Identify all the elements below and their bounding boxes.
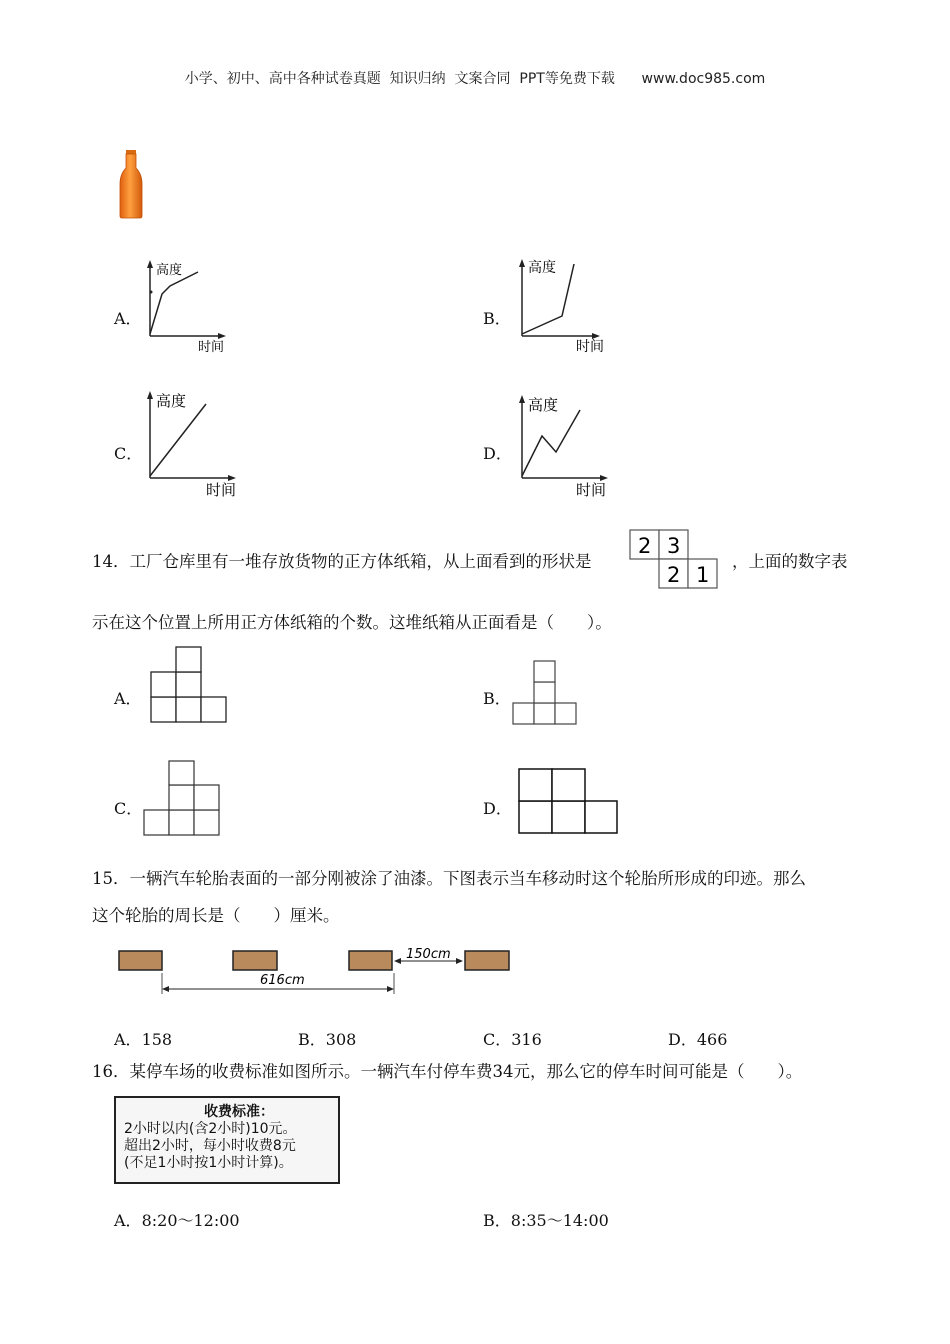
q16-option-b[interactable]: B．8:35～14:00 bbox=[483, 1211, 609, 1230]
q15-number: 15． bbox=[92, 869, 130, 888]
x-axis-label: 时间 bbox=[206, 481, 237, 499]
tire-mark bbox=[233, 951, 277, 970]
y-axis-label: 高度 bbox=[528, 260, 556, 276]
top-view-cell: 1 bbox=[696, 563, 710, 587]
q15-tire-marks-diagram bbox=[110, 938, 520, 998]
y-axis-label: 高度 bbox=[156, 392, 187, 410]
top-view-cell: 3 bbox=[667, 534, 681, 558]
x-axis-label: 时间 bbox=[198, 340, 225, 355]
q14-option-d-figure[interactable] bbox=[517, 767, 621, 837]
bottle-image bbox=[114, 148, 148, 220]
q13-option-d-label: D． bbox=[483, 444, 512, 463]
top-view-cell: 2 bbox=[667, 563, 681, 587]
q14-top-view bbox=[628, 528, 722, 590]
x-axis-label: 时间 bbox=[576, 339, 604, 355]
q15-option-b[interactable]: B．308 bbox=[298, 1030, 357, 1049]
q16-line1 bbox=[92, 1058, 802, 1086]
q14-line1-b: ，上面的数字表 bbox=[732, 552, 848, 571]
q15-text: 一辆汽车轮胎表面的一部分刚被涂了油漆。下图表示当车移动时这个轮胎所形成的印迹。那么 bbox=[129, 869, 806, 888]
q15-line2: 这个轮胎的周长是（ ）厘米。 bbox=[92, 906, 340, 925]
q16-number: 16． bbox=[92, 1062, 130, 1081]
q14-text-before: 工厂仓库里有一堆存放货物的正方体纸箱，从上面看到的形状是 bbox=[129, 552, 592, 571]
q14-number: 14． bbox=[92, 552, 130, 571]
fee-standard-box bbox=[114, 1096, 340, 1184]
q14-option-b-label: B． bbox=[483, 689, 511, 708]
top-view-cell: 2 bbox=[638, 534, 652, 558]
tire-mark bbox=[349, 951, 392, 970]
q15-line1 bbox=[92, 865, 806, 893]
page-header: 小学、初中、高中各种试卷真题 知识归纳 文案合同 PPT等免费下载 www.doc985.com bbox=[184, 71, 766, 87]
fee-line-2: 超出2小时，每小时收费8元 bbox=[124, 1138, 296, 1154]
span-label: 616cm bbox=[260, 973, 305, 988]
q14-option-a-figure[interactable] bbox=[150, 646, 230, 726]
q13-option-c-graph[interactable] bbox=[140, 386, 250, 500]
q14-option-c-figure[interactable] bbox=[143, 760, 223, 838]
q15-option-c[interactable]: C．316 bbox=[483, 1030, 542, 1049]
q13-option-b-label: B． bbox=[483, 309, 511, 328]
q14-option-a-label: A． bbox=[114, 689, 142, 708]
q15-option-d[interactable]: D．466 bbox=[668, 1030, 728, 1049]
q13-option-c-label: C． bbox=[114, 444, 143, 463]
tire-mark bbox=[465, 951, 509, 970]
y-axis-label: 高度 bbox=[156, 263, 183, 278]
q14-option-b-figure[interactable] bbox=[512, 660, 580, 726]
q13-option-d-graph[interactable] bbox=[512, 390, 622, 500]
fee-line-3: (不足1小时按1小时计算)。 bbox=[124, 1155, 293, 1171]
fee-line-1: 2小时以内(含2小时)10元。 bbox=[124, 1121, 297, 1137]
q14-option-c-label: C． bbox=[114, 799, 143, 818]
y-axis-label: 高度 bbox=[528, 396, 559, 414]
x-axis-label: 时间 bbox=[576, 481, 607, 499]
q16-option-a[interactable]: A．8:20～12:00 bbox=[114, 1211, 240, 1230]
q13-option-b-graph[interactable] bbox=[512, 254, 612, 356]
fee-title: 收费标准： bbox=[204, 1104, 274, 1120]
q14-option-d-label: D． bbox=[483, 799, 512, 818]
q14-line2: 示在这个位置上所用正方体纸箱的个数。这堆纸箱从正面看是（ ）。 bbox=[92, 613, 612, 632]
q13-option-a-graph[interactable] bbox=[140, 256, 240, 356]
q13-option-a-label: A． bbox=[114, 309, 142, 328]
gap-label: 150cm bbox=[406, 947, 451, 962]
q14-line1-a bbox=[92, 548, 592, 576]
tire-mark bbox=[119, 951, 162, 970]
q16-text: 某停车场的收费标准如图所示。一辆汽车付停车费34元，那么它的停车时间可能是（ ）。 bbox=[129, 1062, 803, 1081]
q15-option-a[interactable]: A．158 bbox=[114, 1030, 173, 1049]
